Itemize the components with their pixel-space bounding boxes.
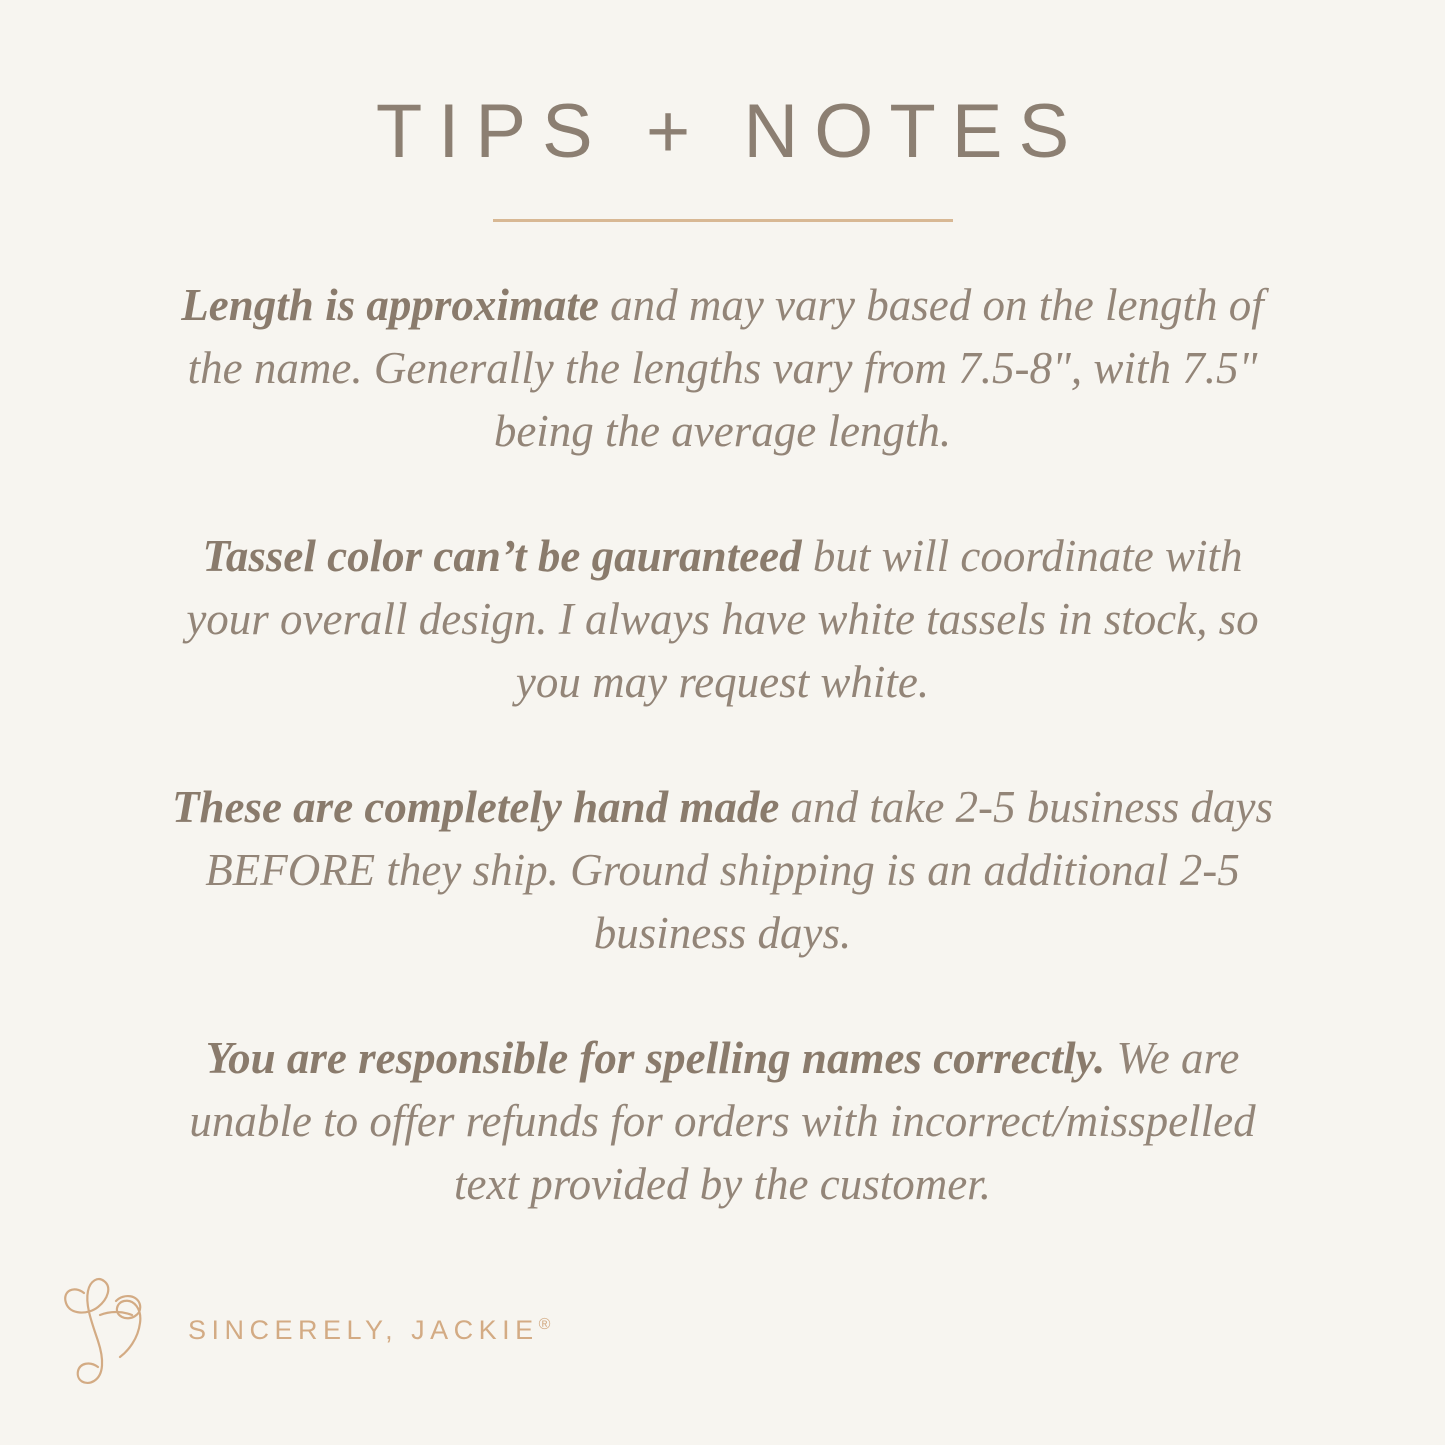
notes-list (168, 222, 1278, 1216)
note-body: and take 2-5 business days BEFORE they ship. Ground shipping is an additional 2-5 business days. (205, 782, 1274, 958)
note-body: but will coordinate with your overall design. I always have white tassels in stock, so you may request white. (186, 531, 1259, 707)
note-item (168, 1027, 1278, 1216)
page-title: TIPS + NOTES (375, 89, 1086, 174)
note-lead: Length is approximate (181, 280, 599, 330)
note-item (168, 525, 1278, 714)
note-body: We are unable to offer refunds for orders with incorrect/misspelled text provided by the customer. (189, 1033, 1256, 1209)
note-lead: Tassel color can’t be gauranteed (202, 531, 802, 581)
brand-text: SINCERELY, JACKIE (188, 1314, 539, 1345)
brand-name (188, 1315, 550, 1346)
registered-mark: ® (538, 1315, 551, 1333)
note-body: and may vary based on the length of the name. Generally the lengths vary from 7.5-8", with 7.5" being the average length. (187, 280, 1264, 456)
note-item (168, 776, 1278, 965)
note-item (168, 274, 1278, 463)
script-j-monogram-icon (54, 1271, 166, 1389)
brand-footer (54, 1271, 550, 1389)
note-lead: You are responsible for spelling names correctly. (205, 1033, 1106, 1083)
note-lead: These are completely hand made (171, 782, 780, 832)
